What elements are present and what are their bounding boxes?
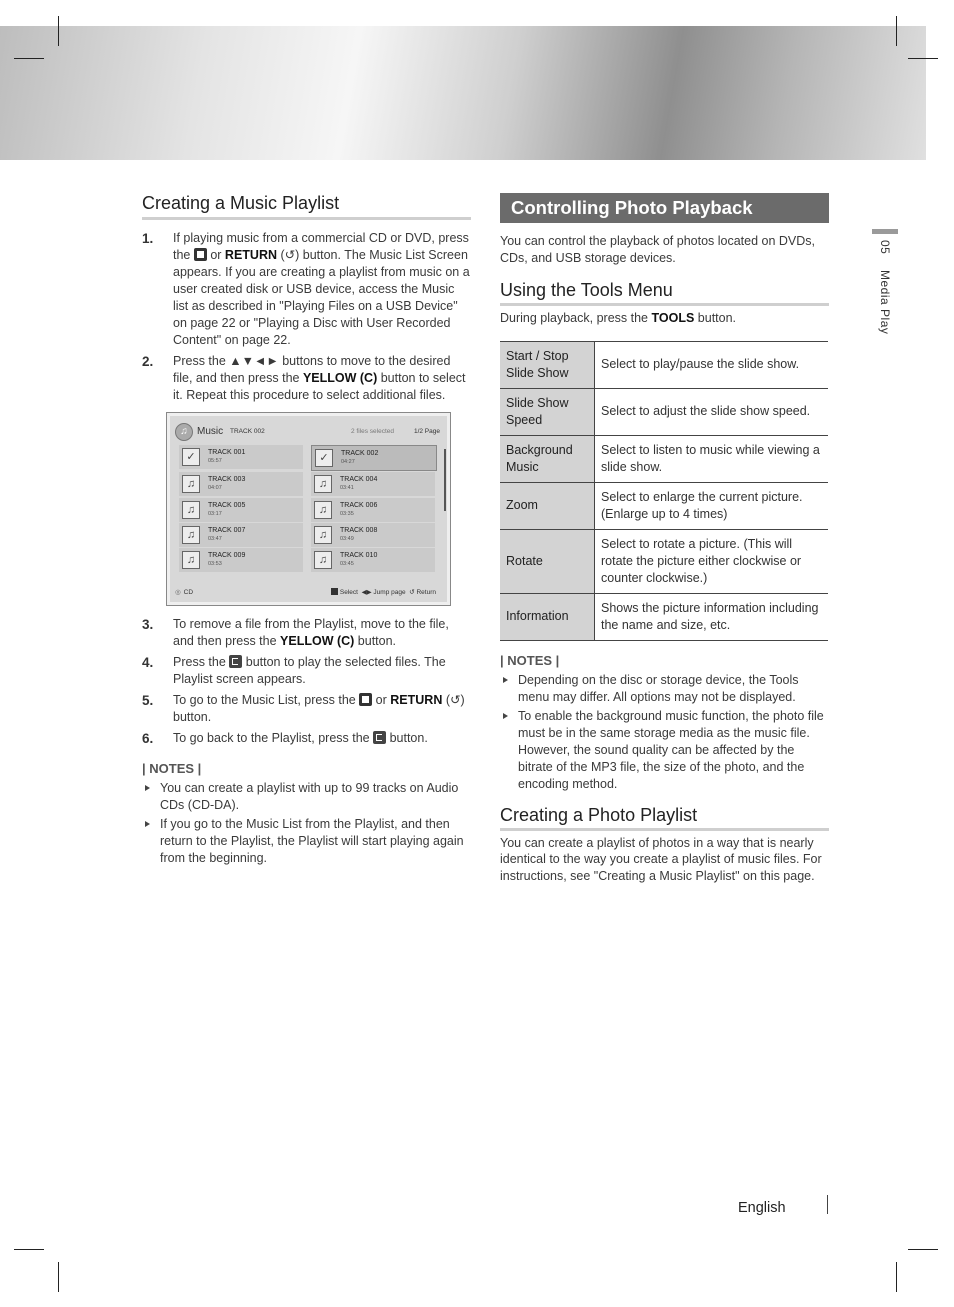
- track-time: 03:41: [340, 485, 354, 491]
- photo-playback-intro: You can control the playback of photos located on DVDs, CDs, and USB storage devices.: [500, 234, 816, 265]
- step-bold: YELLOW (C): [302, 371, 378, 385]
- screen-hints: [331, 588, 436, 596]
- step-text: To remove a file from the Playlist, move to the file, and then press the: [173, 617, 449, 648]
- crop-mark: [896, 16, 897, 46]
- table-row: [500, 388, 828, 435]
- notes-heading: | NOTES |: [142, 761, 202, 776]
- track-name: TRACK 001: [208, 449, 246, 456]
- table-value: Select to adjust the slide show speed.: [595, 388, 829, 435]
- step-item: [142, 730, 471, 747]
- play-button-icon: [373, 731, 386, 744]
- track-name: TRACK 007: [208, 527, 246, 534]
- music-note-icon: ♫: [314, 501, 332, 519]
- table-value: Select to listen to music while viewing a slide show.: [595, 435, 829, 482]
- note-item: Depending on the disc or storage device, the Tools menu may differ. All options may not be displayed.: [500, 672, 829, 706]
- checked-music-icon: ✓: [182, 448, 200, 466]
- crop-mark: [58, 1262, 59, 1292]
- header-banner: [0, 26, 926, 160]
- track-name: TRACK 004: [340, 476, 378, 483]
- step-text: button to select it. Repeat this procedure to select additional files.: [173, 371, 466, 402]
- hint-select: Select: [339, 589, 358, 596]
- step-text: Press the ▲▼◄► buttons to move to the desired file, and then press the: [173, 354, 451, 385]
- page-indicator: 1/2 Page: [413, 428, 440, 435]
- tools-intro-text: During playback, press the: [500, 311, 652, 325]
- step-text: To go to the Music List, press the: [173, 693, 360, 707]
- note-item: You can create a playlist with up to 99 tracks on Audio CDs (CD-DA).: [142, 780, 471, 814]
- track-time: 04:07: [208, 485, 222, 491]
- music-note-icon: ♫: [182, 526, 200, 544]
- chapter-title: Media Play: [878, 270, 892, 335]
- screen-scrollbar: [444, 449, 446, 511]
- chapter-tab: [878, 240, 892, 335]
- note-item: If you go to the Music List from the Playlist, and then return to the Playlist, the Playlist will start playing again from the beginning.: [142, 816, 471, 867]
- table-key: Zoom: [500, 482, 595, 529]
- hint-return: Return: [416, 589, 436, 596]
- step-text: or: [206, 248, 225, 262]
- track-name: TRACK 009: [208, 552, 246, 559]
- step-bold: RETURN: [390, 693, 443, 707]
- step-bold: RETURN: [224, 248, 278, 262]
- music-note-icon: ♫: [182, 551, 200, 569]
- step-item: [142, 616, 471, 650]
- track-name: TRACK 010: [340, 552, 378, 559]
- track-name: TRACK 003: [208, 476, 246, 483]
- step-item: [142, 230, 471, 349]
- track-time: 04:27: [341, 459, 355, 465]
- step-text: To go back to the Playlist, press the: [173, 731, 374, 745]
- step-number: 4.: [142, 655, 154, 670]
- step-text: If playing music from a commercial CD or DVD, press the: [173, 231, 469, 262]
- track-item: [179, 548, 303, 572]
- jump-arrows-icon: ◀▶: [361, 589, 372, 596]
- notes-list: [142, 780, 471, 867]
- crop-mark: [14, 58, 44, 59]
- crop-mark: [14, 1249, 44, 1250]
- left-column: [142, 193, 471, 869]
- c-button-icon: [331, 588, 338, 595]
- steps-list-top: [142, 230, 471, 404]
- selected-count: 2 files selected: [351, 428, 394, 435]
- track-item-highlighted: [311, 445, 437, 471]
- screen-title: Music: [197, 426, 224, 437]
- stop-button-icon: [359, 693, 372, 706]
- music-note-icon: ♫: [314, 526, 332, 544]
- track-time: 03:17: [208, 511, 222, 517]
- chapter-tab-marker: [872, 229, 898, 234]
- table-row: [500, 593, 828, 640]
- table-row: [500, 529, 828, 593]
- track-time: 03:49: [340, 536, 354, 542]
- step-number: 5.: [142, 693, 154, 708]
- table-row: [500, 341, 828, 388]
- music-note-icon: ♫: [182, 501, 200, 519]
- step-text: (↺) button. The Music List Screen appears. If you are creating a playlist from music on a user created disk or USB device, access the Music list as described in "Playing Files on a USB Device" on page 22 or "Playing a Disc with User Recorded Content" on page 22.: [173, 248, 470, 347]
- right-column: [500, 193, 829, 884]
- step-number: 2.: [142, 354, 154, 369]
- track-item: [179, 523, 303, 547]
- step-bold: YELLOW (C): [280, 634, 355, 648]
- music-note-icon: ♫: [182, 475, 200, 493]
- screen-subtitle: TRACK 002: [230, 428, 265, 435]
- track-time: 03:53: [208, 561, 222, 567]
- table-row: [500, 435, 828, 482]
- music-playlist-heading: Creating a Music Playlist: [142, 193, 471, 220]
- step-text: Press the: [173, 655, 230, 669]
- step-number: 6.: [142, 731, 154, 746]
- track-item: [311, 523, 435, 547]
- track-time: 05:57: [208, 458, 222, 464]
- step-item: [142, 654, 471, 688]
- table-key: Slide Show Speed: [500, 388, 595, 435]
- step-number: 3.: [142, 617, 154, 632]
- notes-heading: | NOTES |: [500, 652, 560, 668]
- track-name: TRACK 005: [208, 502, 246, 509]
- music-disc-icon: ♫: [175, 423, 193, 441]
- hint-jump: Jump page: [373, 589, 406, 596]
- crop-mark: [908, 58, 938, 59]
- chapter-number: 05: [878, 240, 892, 255]
- track-item: [179, 498, 303, 522]
- tools-intro-text: button.: [694, 311, 737, 325]
- table-key: Background Music: [500, 435, 595, 482]
- step-item: [142, 353, 471, 404]
- notes-list: [500, 672, 829, 793]
- track-item: [179, 445, 303, 469]
- photo-playback-heading: Controlling Photo Playback: [500, 193, 829, 223]
- crop-mark: [896, 1262, 897, 1292]
- play-button-icon: [229, 655, 242, 668]
- tools-menu-intro: [500, 310, 829, 327]
- photo-playlist-text: You can create a playlist of photos in a way that is nearly identical to the way you create a playlist of music files. For instructions, see "Creating a Music Playlist" on this page.: [500, 835, 822, 883]
- step-number: 1.: [142, 231, 154, 246]
- track-time: 03:45: [340, 561, 354, 567]
- music-list-screenshot: [166, 412, 451, 606]
- music-note-icon: ♫: [314, 551, 332, 569]
- screen-header: [175, 423, 442, 441]
- tools-menu-heading: Using the Tools Menu: [500, 280, 829, 306]
- table-value: Shows the picture information including the name and size, etc.: [595, 593, 829, 640]
- stop-button-icon: [194, 248, 207, 261]
- photo-playlist-heading: Creating a Photo Playlist: [500, 805, 829, 831]
- step-text: button to play the selected files. The Playlist screen appears.: [173, 655, 446, 686]
- crop-mark: [58, 16, 59, 46]
- crop-mark: [908, 1249, 938, 1250]
- table-value: Select to enlarge the current picture. (Enlarge up to 4 times): [595, 482, 829, 529]
- tools-table: [500, 341, 828, 641]
- footer-language: English: [738, 1200, 786, 1216]
- track-item: [311, 472, 435, 496]
- table-value: Select to rotate a picture. (This will rotate the picture either clockwise or counter clockwise.): [595, 529, 829, 593]
- tools-intro-bold: TOOLS: [651, 311, 695, 325]
- track-name: TRACK 002: [341, 450, 379, 457]
- track-name: TRACK 008: [340, 527, 378, 534]
- step-item: [142, 692, 471, 726]
- track-item: [311, 548, 435, 572]
- track-time: 03:47: [208, 536, 222, 542]
- step-text: button.: [354, 634, 397, 648]
- source-label: ◎ CD: [175, 588, 193, 596]
- screen-footer: [175, 585, 442, 599]
- return-icon: ↺: [409, 589, 415, 596]
- track-item: [311, 498, 435, 522]
- table-key: Information: [500, 593, 595, 640]
- step-text: or: [372, 693, 391, 707]
- track-time: 03:35: [340, 511, 354, 517]
- track-name: TRACK 006: [340, 502, 378, 509]
- note-item: To enable the background music function, the photo file must be in the same storage media as the music file. However, the sound quality can be affected by the bitrate of the MP3 file, the size of the photo, and the encoding method.: [500, 708, 829, 793]
- step-text: button.: [386, 731, 428, 745]
- table-key: Start / Stop Slide Show: [500, 341, 595, 388]
- track-item: [179, 472, 303, 496]
- music-note-icon: ♫: [314, 475, 332, 493]
- table-value: Select to play/pause the slide show.: [595, 341, 829, 388]
- checked-music-icon: ✓: [315, 449, 333, 467]
- steps-list-bottom: [142, 616, 471, 747]
- step-text: (↺) button.: [173, 693, 465, 724]
- footer-divider: [827, 1195, 828, 1214]
- table-key: Rotate: [500, 529, 595, 593]
- table-row: [500, 482, 828, 529]
